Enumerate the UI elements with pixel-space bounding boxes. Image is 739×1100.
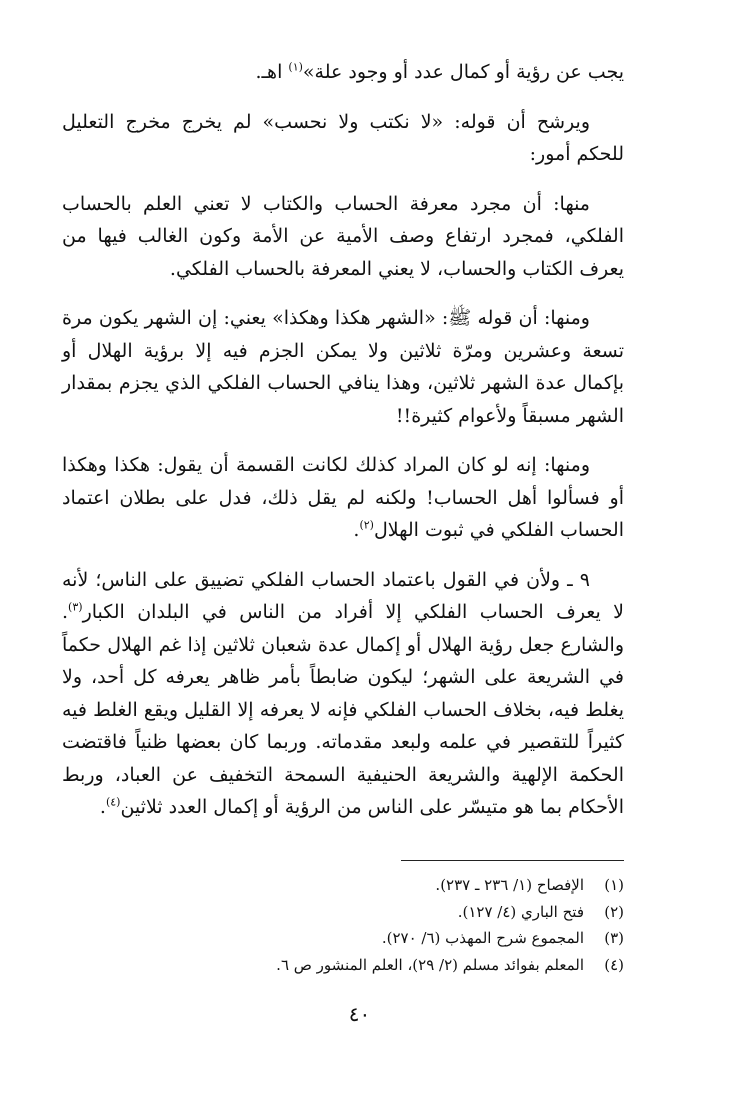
paragraph-2: [62, 106, 624, 171]
footnote-1-number: (١): [604, 876, 624, 894]
paragraph-6-middle: . والشارع جعل رؤية الهلال أو إكمال عدة شعبان ثلاثين إذا غم الهلال حكماً في الشريعة على الشهر؛ ليكون ضابطاً بأمر ظاهر يعرفه كل أحد، ولا يغلط فيه، بخلاف الحساب الفلكي فإنه لا يعرفه إلا القليل ويقع الغلط فيه كثيراً للتقصير في علمه ولبعد مقدماته. وربما كان بعضها ظنياً فاقتضت الحكمة الإلهية والشريعة الحنيفية السمحة التخفيف عن العباد، وربط الأحكام بما هو متيسّر على الناس من الرؤية أو إكمال العدد ثلاثين: [62, 601, 624, 818]
footnote-separator: [401, 860, 624, 861]
paragraph-6-text: ٩ ـ ولأن في القول باعتماد الحساب الفلكي تضييق على الناس؛ لأنه لا يعرف الحساب الفلكي إلا أفراد من الناس في البلدان الكبار: [62, 568, 624, 623]
paragraph-1-text: يجب عن رؤية أو كمال عدد أو وجود علة»: [302, 61, 624, 83]
footnote-4-number: (٤): [604, 955, 624, 974]
paragraph-4-text: ومنها: أن قوله ﷺ: «الشهر هكذا وهكذا» يعني: إن الشهر يكون مرة تسعة وعشرين ومرّة ثلاثين ولا يمكن الجزم فيه إلا برؤية الهلال أو بإكمال عدة الشهر ثلاثين، وهذا ينافي الحساب الفلكي الذي يجزم بمقدار الشهر مسبقاً ولأعوام كثيرة!!: [62, 307, 624, 427]
footnote-4: [180, 952, 624, 979]
paragraph-4: [62, 302, 624, 432]
footnote-ref-3[interactable]: (٣): [68, 600, 83, 614]
page-number: ٤٠: [348, 1002, 371, 1026]
footnote-2: [180, 899, 624, 926]
paragraph-5-tail: .: [353, 519, 360, 541]
footnotes: [180, 872, 624, 978]
footnote-3-text: المجموع شرح المهذب (٦/ ٢٧٠).: [381, 929, 584, 947]
paragraph-1-tail: اهـ.: [255, 61, 289, 83]
paragraph-5: [62, 449, 624, 547]
page-body: [62, 56, 624, 841]
footnote-2-text: فتح الباري (٤/ ١٢٧).: [457, 902, 584, 921]
footnote-1-text: الإفصاح (١/ ٢٣٦ ـ ٢٣٧).: [435, 876, 584, 894]
paragraph-3: [62, 188, 624, 286]
footnote-2-number: (٢): [604, 902, 624, 921]
footnote-ref-1[interactable]: (١): [288, 60, 303, 74]
paragraph-6: [62, 564, 624, 824]
footnote-1: [180, 872, 624, 899]
footnote-ref-4[interactable]: (٤): [105, 795, 121, 809]
paragraph-3-text: منها: أن مجرد معرفة الحساب والكتاب لا تعني العلم بالحساب الفلكي، فمجرد ارتفاع وصف الأمية عن الأمة وكون الغالب فيها من يعرف الكتاب والحساب، لا يعني المعرفة بالحساب الفلكي.: [62, 192, 624, 280]
main-text: [62, 56, 624, 824]
footnote-4-text: المعلم بفوائد مسلم (٢/ ٢٩)، العلم المنشور ص ٦.: [276, 955, 584, 974]
footnote-3-number: (٣): [604, 929, 624, 947]
footnote-3: [180, 925, 624, 952]
footnote-ref-2[interactable]: (٢): [359, 518, 374, 532]
paragraph-1: [62, 56, 624, 89]
paragraph-2-text: ويرشح أن قوله: «لا نكتب ولا نحسب» لم يخرج مخرج التعليل للحكم أمور:: [62, 110, 624, 165]
paragraph-5-text: ومنها: إنه لو كان المراد كذلك لكانت القسمة أن يقول: هكذا وهكذا أو فسألوا أهل الحساب! ولكنه لم يقل ذلك، فدل على بطلان اعتماد الحساب الفلكي في ثبوت الهلال: [62, 454, 624, 541]
paragraph-6-tail: .: [99, 796, 106, 818]
